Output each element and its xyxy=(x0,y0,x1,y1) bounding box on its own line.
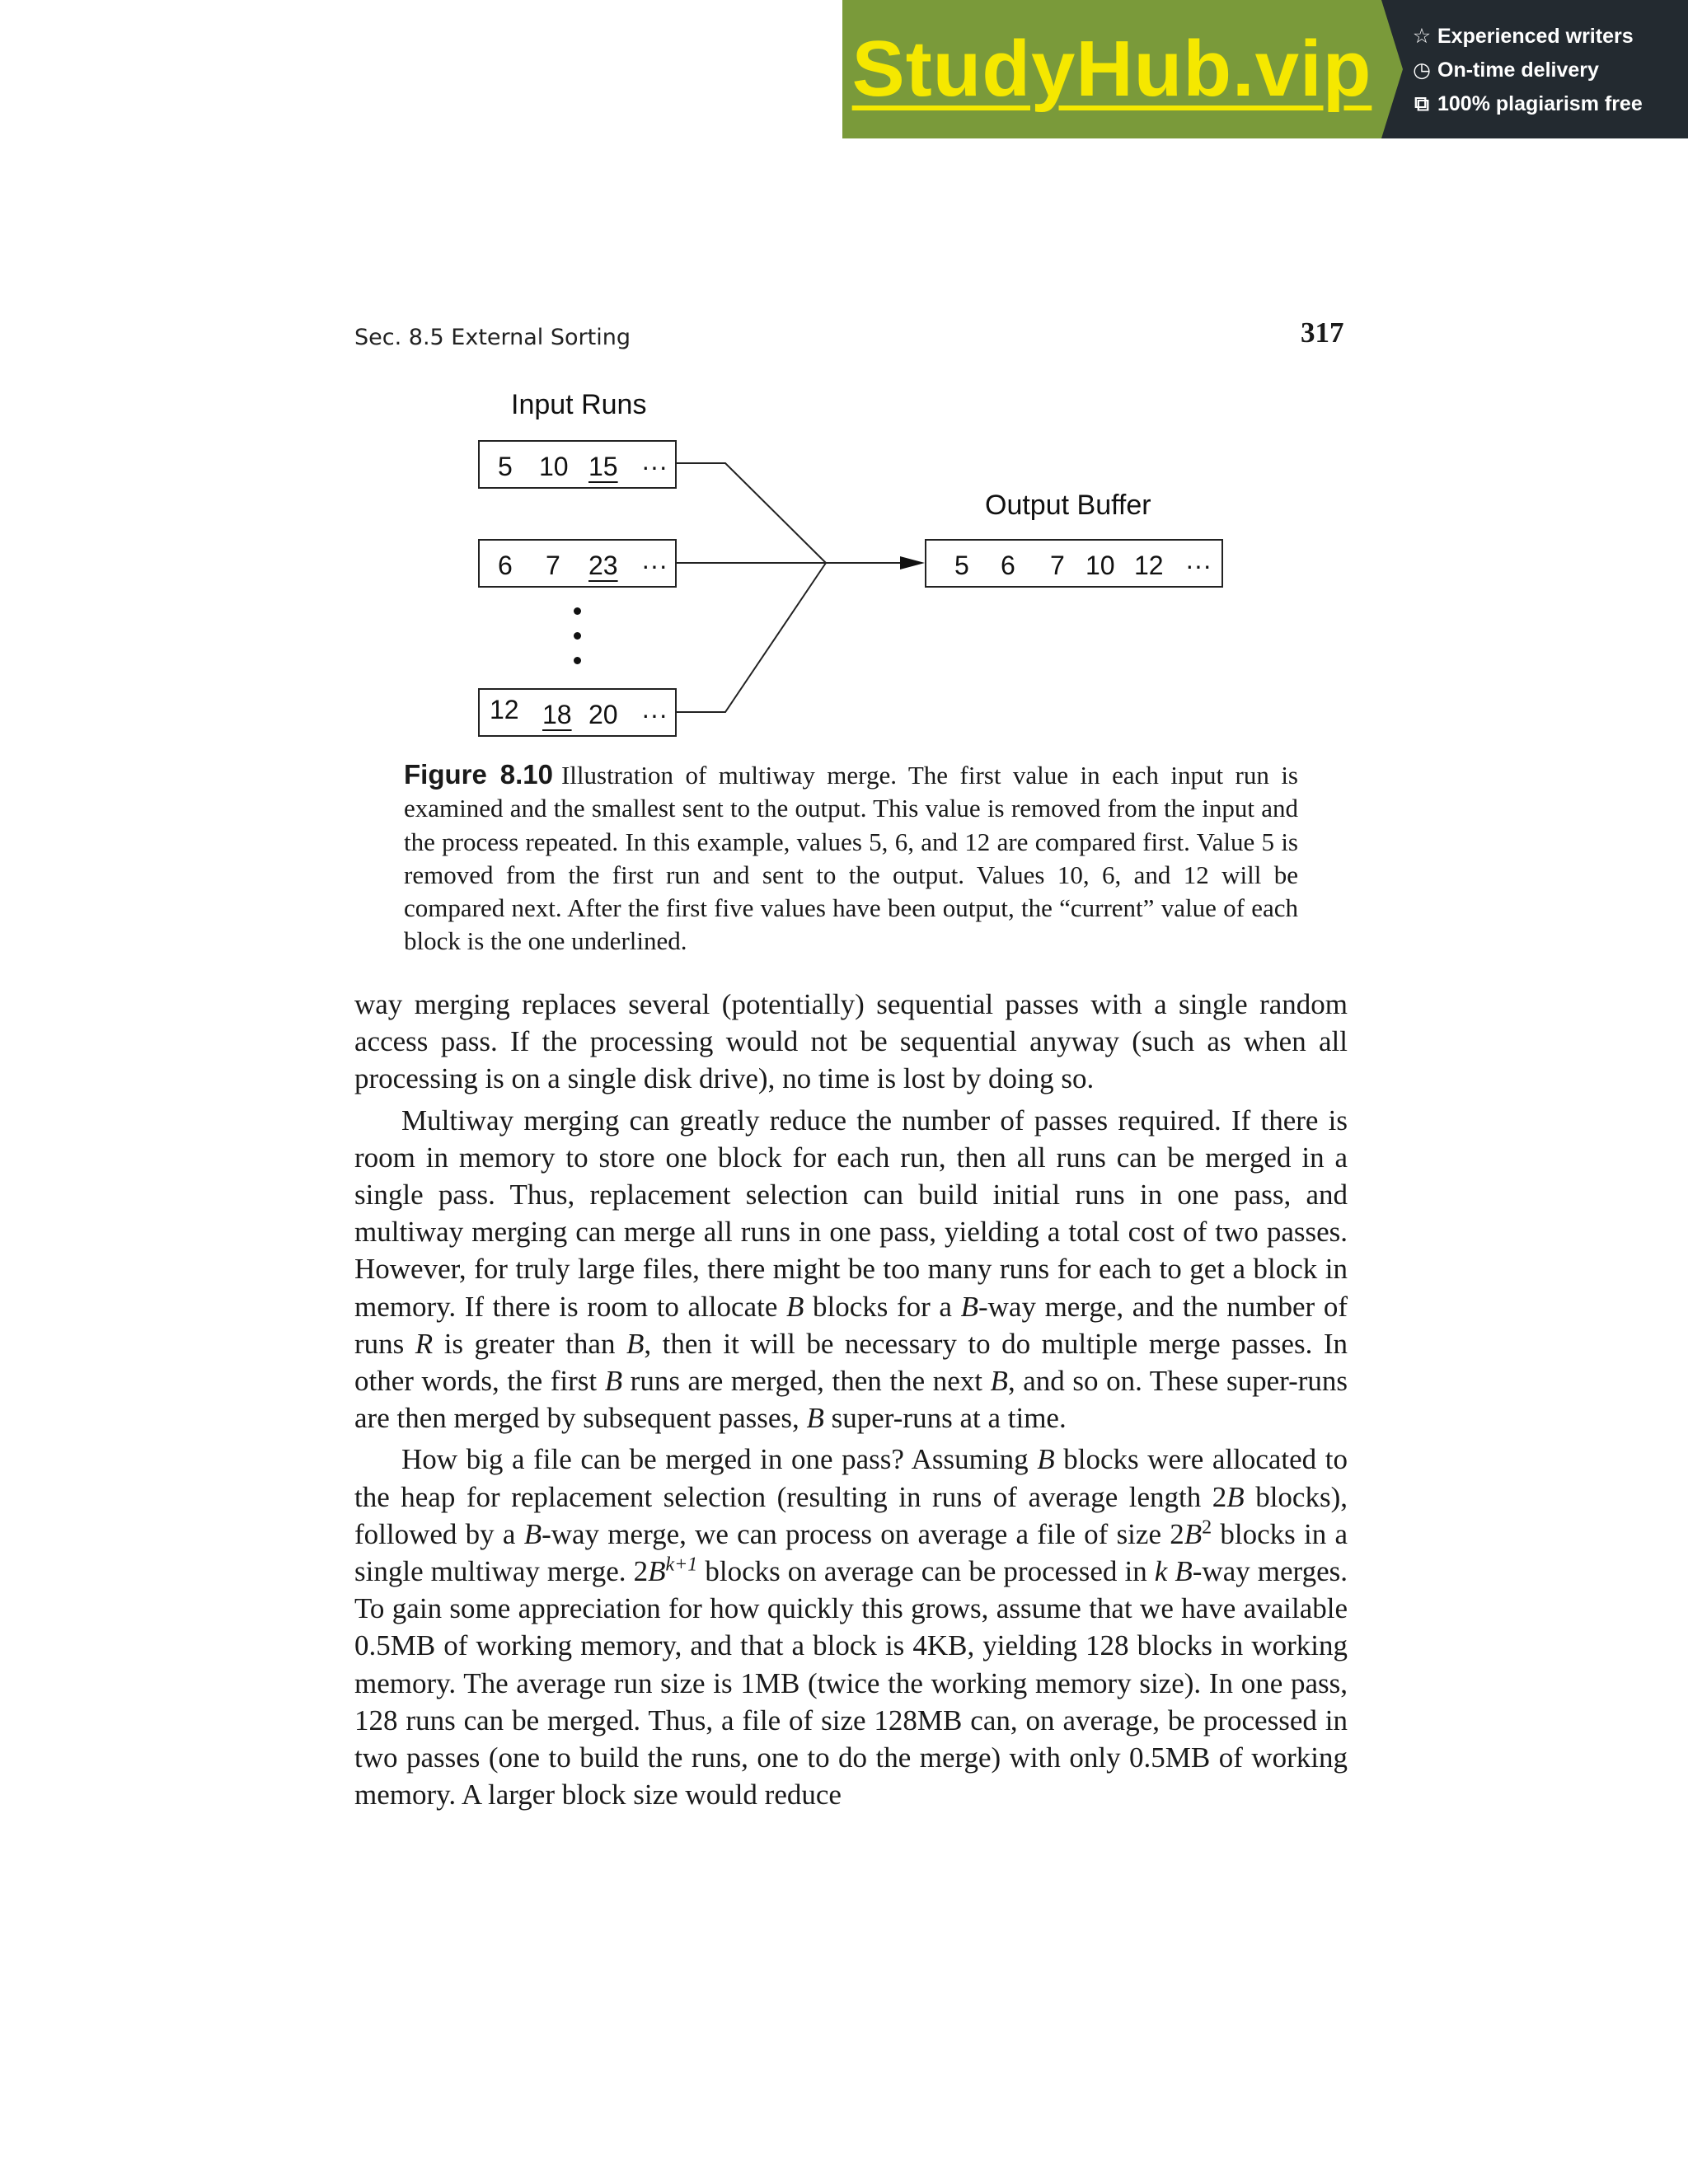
run-ellipsis: ··· xyxy=(641,452,668,481)
text-run: blocks in a single multiway merge. xyxy=(354,1517,1348,1588)
text-run: -way merge, we can process on average a file of size xyxy=(542,1517,1170,1550)
vertical-ellipsis-dot xyxy=(574,607,581,615)
input-run-2 xyxy=(478,539,677,588)
output-value: 5 xyxy=(954,551,969,580)
running-head: Sec. 8.5 External Sorting xyxy=(354,325,631,350)
input-run-3 xyxy=(478,688,677,737)
body-text xyxy=(354,986,1348,1817)
run-value: 7 xyxy=(546,551,560,580)
paragraph-2 xyxy=(354,1102,1348,1437)
arrow-head xyxy=(900,556,925,569)
math-B: B xyxy=(1037,1443,1055,1476)
paragraph-3 xyxy=(354,1441,1348,1813)
paragraph-1: way merging replaces several (potentially) sequential passes with a single random access pass. If the processing would not be sequential anyway (such as when all processing is on a single disk drive), no time is lost by doing so. xyxy=(354,988,1348,1095)
text-run: How big a file can be merged in one pass? Assuming xyxy=(401,1443,1038,1476)
math-B: B xyxy=(523,1517,542,1550)
run-value-current: 23 xyxy=(588,551,618,580)
brand-logo[interactable]: StudyHub.vip xyxy=(851,25,1372,113)
text-run: , and so on. These super-runs are then merged by subsequent passes, xyxy=(354,1365,1348,1435)
run1-connector xyxy=(676,463,826,563)
math-2: 2 xyxy=(1170,1517,1184,1550)
output-value: 7 xyxy=(1050,551,1065,580)
math-B: B xyxy=(1184,1517,1203,1550)
run-value: 5 xyxy=(498,452,513,481)
run-value-current: 15 xyxy=(588,452,618,481)
text-run: is greater than xyxy=(433,1327,626,1360)
caption-label: Figure 8.10 xyxy=(404,759,553,790)
math-B: B xyxy=(648,1555,666,1588)
output-value: 10 xyxy=(1085,551,1115,580)
run-value: 12 xyxy=(490,695,519,724)
text-run: super-runs at a time. xyxy=(823,1402,1067,1435)
math-B: B xyxy=(626,1327,645,1360)
output-value: 6 xyxy=(1001,551,1015,580)
text-run: blocks for a xyxy=(804,1290,961,1323)
feature-text: 100% plagiarism free xyxy=(1437,92,1643,115)
text-run: -way merges. To gain some appreciation for how quickly this grows, assume that we have available 0.5MB of working memory, and that a block is 4KB, yielding 128 blocks in working memory. The average run size is 1MB (twice the working memory size). In one pass, 128 runs can be merged. Thus, a file of size 128MB can, on average, be processed in two passes (one to build the runs, one to do the merge) with only 0.5MB of working memory. A larger block size would reduce xyxy=(354,1555,1348,1811)
math-k: k xyxy=(1154,1555,1175,1588)
copy-icon: ⧉ xyxy=(1414,92,1429,115)
math-B: B xyxy=(1175,1555,1193,1588)
math-B: B xyxy=(1226,1480,1245,1513)
run-value: 20 xyxy=(588,700,618,729)
output-ellipsis: ··· xyxy=(1185,551,1212,580)
text-run: , then it will be necessary to do multiple merge passes. In other words, the first xyxy=(354,1327,1348,1398)
math-B: B xyxy=(990,1365,1008,1398)
math-B: B xyxy=(960,1290,978,1323)
feature-text: On-time delivery xyxy=(1437,59,1599,82)
text-run: runs are merged, then the next xyxy=(622,1365,991,1398)
text-run: blocks), followed by a xyxy=(354,1480,1348,1550)
merge-connector-lines xyxy=(0,0,1688,742)
star-outline-icon: ☆ xyxy=(1412,25,1432,48)
output-buffer-title: Output Buffer xyxy=(985,490,1151,521)
output-value: 12 xyxy=(1134,551,1164,580)
text-run: blocks on average can be processed in xyxy=(697,1555,1155,1588)
vertical-ellipsis-dot xyxy=(574,657,581,664)
feature-text: Experienced writers xyxy=(1437,25,1634,48)
caption-text: Illustration of multiway merge. The first value in each input run is examined and the smallest sent to the output. This value is removed from the input and the process repeated. In this example, values 5, 6, and 12 are compared first. Value 5 is removed from the first run and sent to the output. Values 10, 6, and 12 will be compared next. After the first five values have been output, the “current” value of each block is the one underlined. xyxy=(404,761,1298,956)
math-B: B xyxy=(785,1290,804,1323)
math-2: 2 xyxy=(1212,1480,1227,1513)
math-exponent: 2 xyxy=(1202,1516,1212,1539)
math-2: 2 xyxy=(633,1555,649,1588)
multiway-merge-figure xyxy=(0,0,1688,742)
run-ellipsis: ··· xyxy=(641,551,668,580)
output-buffer xyxy=(925,539,1223,588)
math-exponent: k+1 xyxy=(665,1554,698,1576)
math-B: B xyxy=(604,1365,623,1398)
run-value: 6 xyxy=(498,551,513,580)
text-run: -way merge, and the number of runs xyxy=(354,1290,1348,1360)
run-value: 10 xyxy=(539,452,569,481)
input-runs-title: Input Runs xyxy=(511,389,647,420)
clock-icon: ◷ xyxy=(1413,59,1431,82)
input-run-1 xyxy=(478,440,677,489)
math-R: R xyxy=(415,1327,434,1360)
text-run: blocks were allocated to the heap for replacement selection (resulting in runs of average length xyxy=(354,1443,1348,1513)
vertical-ellipsis-dot xyxy=(574,632,581,640)
run-ellipsis: ··· xyxy=(641,700,668,729)
figure-caption xyxy=(404,758,1298,958)
run-value-current: 18 xyxy=(542,700,572,729)
run3-connector xyxy=(676,563,826,712)
text-run: Multiway merging can greatly reduce the number of passes required. If there is room in memory to store one block for each run, then all runs can be merged in a single pass. Thus, replacement selection can build initial runs in one pass, and multiway merging can merge all runs in one pass, yielding a total cost of two passes. However, for truly large files, there might be too many runs for each to get a block in memory. If there is room to allocate xyxy=(354,1104,1348,1323)
page-number: 317 xyxy=(1301,316,1344,349)
math-B: B xyxy=(806,1402,824,1435)
